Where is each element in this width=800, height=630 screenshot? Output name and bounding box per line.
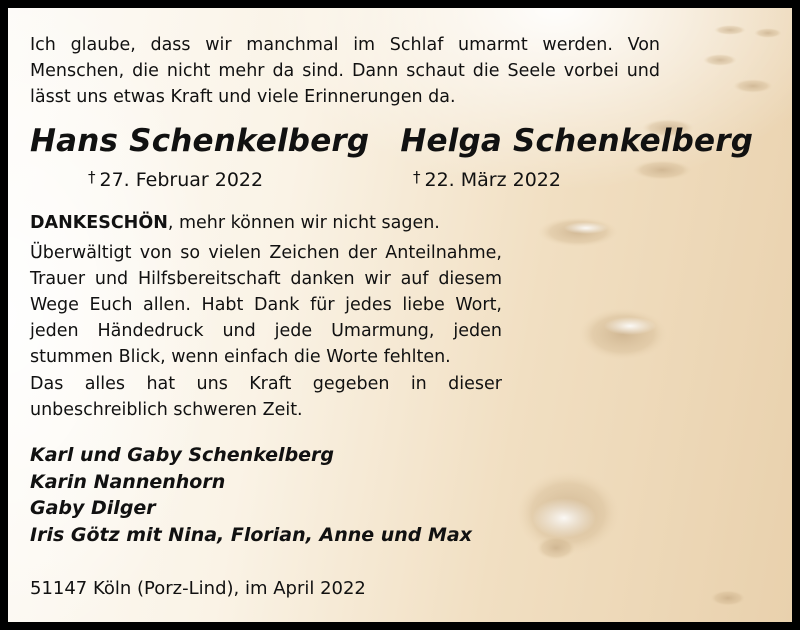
thanks-heading: DANKESCHÖN: [30, 213, 168, 233]
thanks-paragraph-2: Das alles hat uns Kraft gegeben in dieser unbeschreiblich schweren Zeit.: [30, 374, 502, 420]
footprint-far-1: [714, 25, 746, 35]
cross-icon: †: [413, 168, 421, 186]
footprint-mid-2: [632, 160, 692, 180]
place-and-date: 51147 Köln (Porz-Lind), im April 2022: [30, 578, 366, 599]
signer: Karl und Gaby Schenkelberg: [30, 444, 335, 466]
footprint-mid-3: [538, 217, 618, 247]
footprint-far-4: [733, 79, 773, 93]
obituary-card: [8, 8, 792, 622]
deceased-name-hans: Hans Schenkelberg: [30, 123, 370, 159]
signers-list: [30, 442, 472, 548]
footprint-far-2: [754, 28, 782, 38]
signer: Gaby Dilger: [30, 497, 156, 519]
death-date-helga: [413, 168, 561, 191]
death-date-helga-text: 22. März 2022: [424, 169, 561, 191]
signer: Iris Götz mit Nina, Florian, Anne und Max: [30, 523, 473, 546]
deceased-name-helga: Helga Schenkelberg: [400, 123, 754, 159]
footprint-far-3: [703, 54, 737, 66]
death-date-hans: [88, 168, 263, 191]
cross-icon: †: [88, 168, 96, 186]
footprint-near-2: [516, 471, 620, 560]
death-date-hans-text: 27. Februar 2022: [99, 169, 264, 191]
footprint-edge: [710, 590, 746, 606]
deceased-names: [30, 123, 753, 159]
thanks-heading-rest: , mehr können wir nicht sagen.: [167, 213, 440, 233]
thanks-paragraph-1: Überwältigt von so vielen Zeichen der Anteilnahme, Trauer und Hilfsbereitschaft danken wir auf diesem Wege Euch allen. Habt Dank für jedes liebe Wort, jeden Händedruck und jede Umarmung, jeden stummen Blick, wenn einfach die Worte fehlten.: [30, 243, 502, 367]
footprint-near-1: [579, 308, 667, 360]
signer: Karin Nannenhorn: [30, 470, 226, 493]
thanks-heading-line: [30, 210, 440, 236]
memorial-quote: Ich glaube, dass wir manchmal im Schlaf umarmt werden. Von Menschen, die nicht mehr da sind. Dann schaut die Seele vorbei und lässt uns etwas Kraft und viele Erinnerungen da.: [30, 35, 660, 107]
